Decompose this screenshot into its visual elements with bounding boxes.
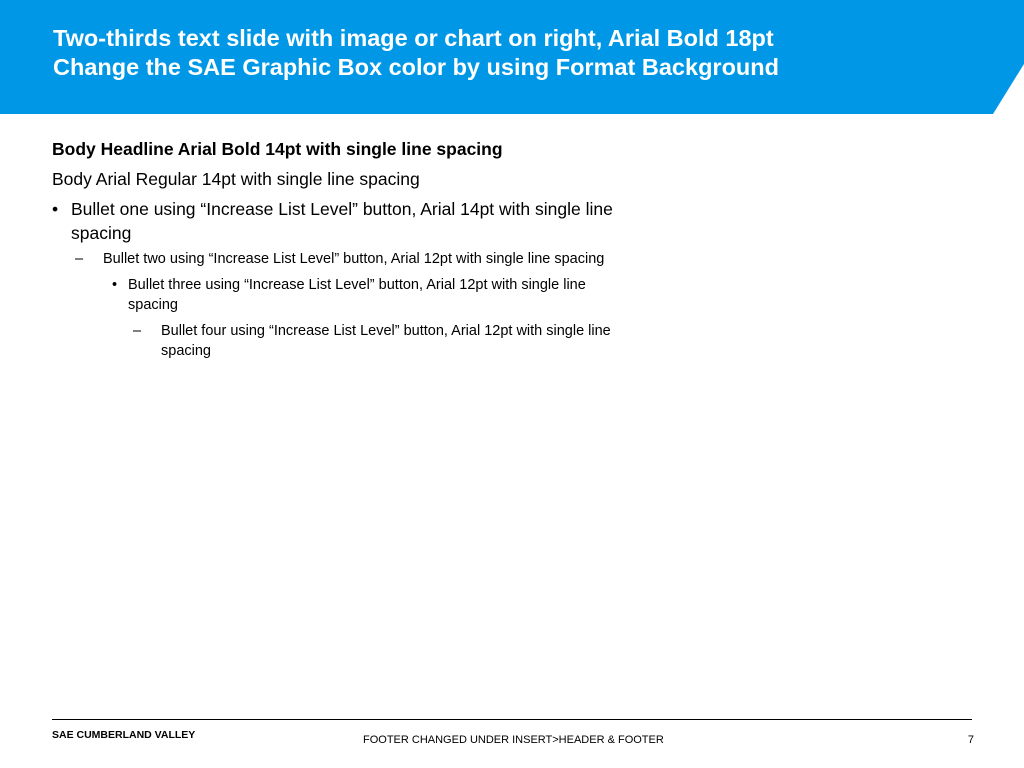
footer-text: FOOTER CHANGED UNDER INSERT>HEADER & FOOTER xyxy=(363,734,664,746)
bullet-level-3 xyxy=(52,275,638,315)
bullet-text: Bullet one using “Increase List Level” button, Arial 14pt with single line spacing xyxy=(71,199,613,243)
dash-marker: – xyxy=(75,251,84,267)
body-headline: Body Headline Arial Bold 14pt with single line spacing xyxy=(52,139,503,159)
bullet-marker: • xyxy=(52,199,59,219)
bullet-level-2 xyxy=(52,249,643,269)
body-text-placeholder xyxy=(52,137,672,361)
footer-organization: SAE CUMBERLAND VALLEY xyxy=(52,729,196,741)
bullet-text: Bullet three using “Increase List Level” button, Arial 12pt with single line spacing xyxy=(128,277,586,313)
slide-title-line-1: Two-thirds text slide with image or chart on right, Arial Bold 18pt xyxy=(53,25,774,51)
slide-title xyxy=(53,24,983,82)
slide-title-line-2: Change the SAE Graphic Box color by using Format Background xyxy=(53,54,779,80)
bullet-text: Bullet four using “Increase List Level” button, Arial 12pt with single line spacing xyxy=(161,323,611,359)
bullet-text: Bullet two using “Increase List Level” button, Arial 12pt with single line spacing xyxy=(103,251,605,267)
bullet-level-1 xyxy=(52,197,651,245)
footer-divider xyxy=(52,719,972,720)
slide-number: 7 xyxy=(967,734,974,746)
dash-marker: – xyxy=(133,323,142,339)
bullet-marker: • xyxy=(112,277,118,293)
bullet-level-4 xyxy=(52,321,661,361)
body-paragraph: Body Arial Regular 14pt with single line spacing xyxy=(52,169,420,189)
